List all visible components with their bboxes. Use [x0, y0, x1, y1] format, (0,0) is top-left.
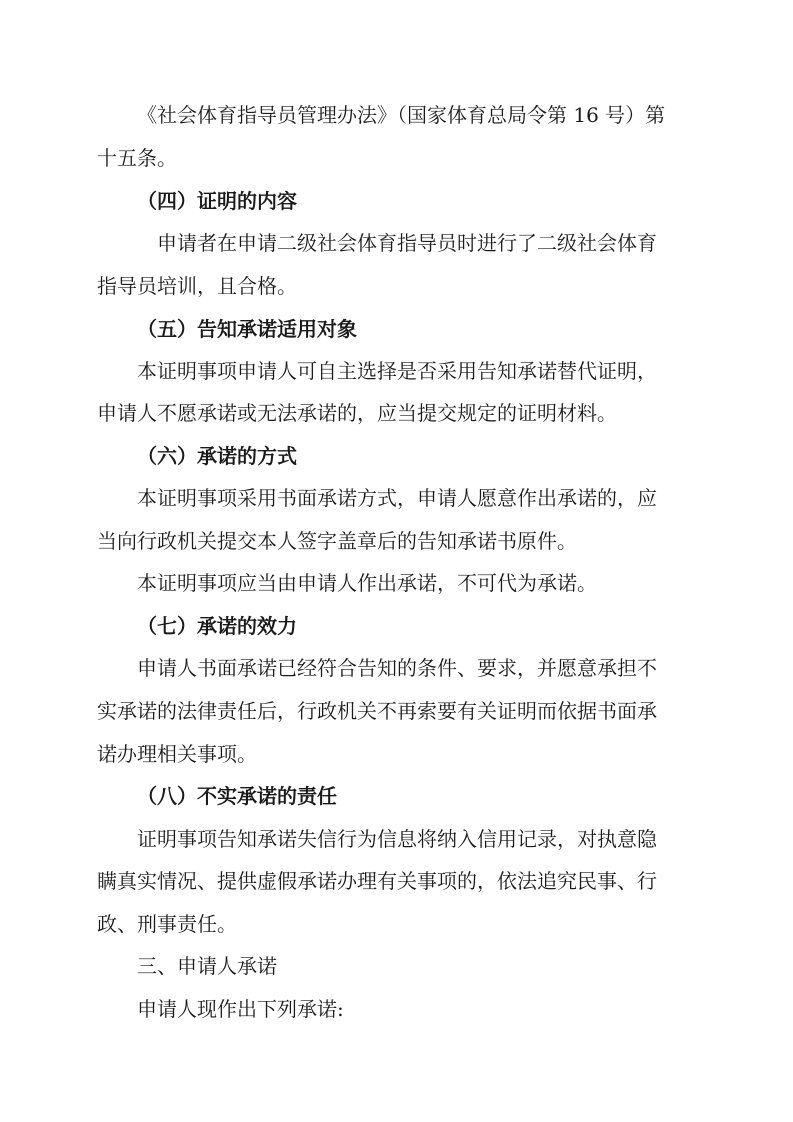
- pledge-intro: 申请人现作出下列承诺:: [137, 997, 344, 1021]
- legal-basis-line-2: 十五条。: [97, 146, 177, 170]
- effect-line-2: 实承诺的法律责任后，行政机关不再索要有关证明而依据书面承: [97, 699, 657, 723]
- effect-line-1: 申请人书面承诺已经符合告知的条件、要求，并愿意承担不: [137, 656, 657, 680]
- content-line-2: 指导员培训，且合格。: [97, 274, 297, 298]
- heading-4: （四）证明的内容: [137, 189, 297, 213]
- liability-line-1: 证明事项告知承诺失信行为信息将纳入信用记录，对执意隐: [137, 827, 657, 851]
- effect-line-3: 诺办理相关事项。: [97, 742, 257, 766]
- content-line-1: 申请者在申请二级社会体育指导员时进行了二级社会体育: [157, 231, 657, 255]
- heading-7: （七）承诺的效力: [137, 614, 297, 638]
- method-line-1: 本证明事项采用书面承诺方式，申请人愿意作出承诺的，应: [137, 486, 657, 510]
- heading-5: （五）告知承诺适用对象: [137, 317, 357, 341]
- legal-basis-line-1: 《社会体育指导员管理办法》（国家体育总局令第 16 号）第: [137, 103, 666, 127]
- method-line-2: 当向行政机关提交本人签字盖章后的告知承诺书原件。: [97, 529, 577, 553]
- liability-line-2: 瞒真实情况、提供虚假承诺办理有关事项的，依法追究民事、行: [97, 869, 657, 893]
- applicable-line-1: 本证明事项申请人可自主选择是否采用告知承诺替代证明，: [137, 359, 657, 383]
- method-line-3: 本证明事项应当由申请人作出承诺，不可代为承诺。: [137, 571, 597, 595]
- section-3-heading: 三、申请人承诺: [137, 954, 277, 978]
- applicable-line-2: 申请人不愿承诺或无法承诺的，应当提交规定的证明材料。: [97, 401, 617, 425]
- heading-8: （八）不实承诺的责任: [137, 784, 337, 808]
- liability-line-3: 政、刑事责任。: [97, 912, 237, 936]
- heading-6: （六）承诺的方式: [137, 444, 297, 468]
